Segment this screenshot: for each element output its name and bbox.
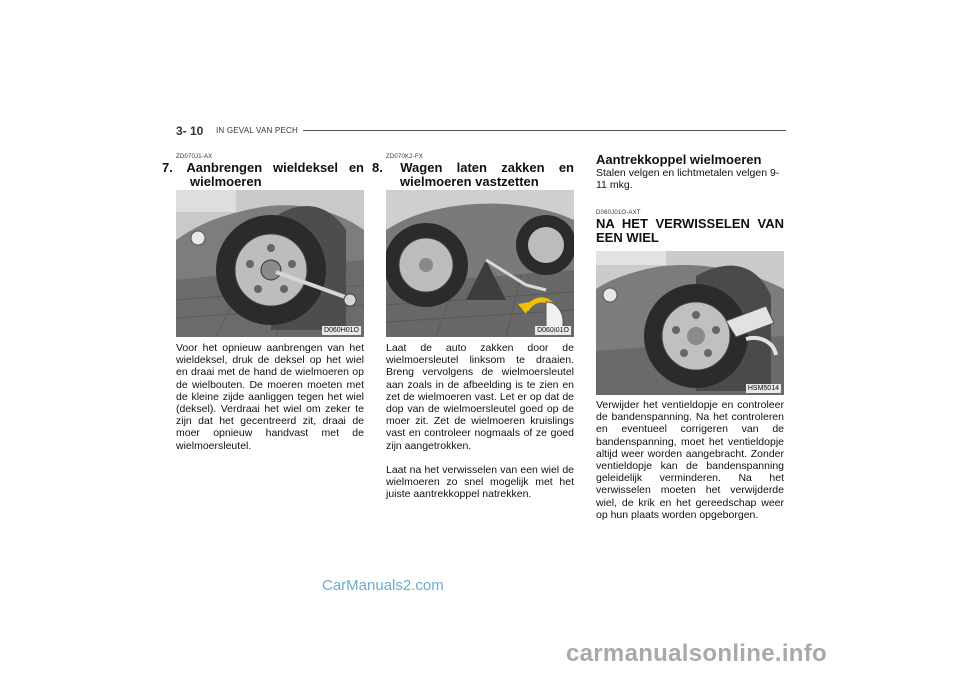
torque-title: Aantrekkoppel wielmoeren	[596, 152, 762, 167]
figure-code: HSM5014	[747, 385, 779, 392]
column-3	[596, 153, 784, 245]
section-code: D060J01O-AXT	[596, 210, 641, 217]
torque-text: Stalen velgen en lichtmetalen velgen 9-11 mkg.	[596, 167, 780, 192]
column-2-body	[386, 342, 574, 500]
page-number: 3- 10	[176, 124, 204, 138]
tire-pressure-illustration	[596, 251, 784, 395]
section-code: ZD070K2-FX	[386, 154, 424, 160]
wheel-cover-illustration	[176, 190, 364, 337]
step-title: Wagen laten zakken en wielmoeren vastzetten	[400, 160, 574, 189]
column-2	[372, 153, 574, 189]
column-1	[162, 153, 364, 189]
column-3-body	[596, 399, 784, 521]
figure-after-change	[596, 251, 784, 395]
step-heading: 7. Aanbrengen wieldeksel en wielmoeren	[162, 160, 364, 189]
figure-lower-car	[386, 190, 574, 337]
section-code: ZD070J1-AX	[176, 154, 213, 160]
figure-wheel-cover	[176, 190, 364, 337]
watermark-carmanualsonline[interactable]: carmanualsonline.info	[566, 640, 828, 667]
body-paragraph: Voor het opnieuw aanbrengen van het wieldeksel, druk de deksel op het wiel en draai met de hand de wielmoeren op de wielbouten. De moeren moeten met de kleine zijde aanliggen tegen het wiel (deksel). Verdraai het wiel om zeker te zijn dat het gecentreerd zit, draai de moer opnieuw handvast met de wielmoersleutel.	[176, 342, 364, 452]
watermark-carmanuals2[interactable]: CarManuals2.com	[322, 577, 444, 594]
body-paragraph: Laat de auto zakken door de wielmoersleutel linksom te draaien. Breng vervolgens de wielmoersleutel aan zoals in de afbeelding is te zien en zet de wielmoeren vast. Let er op dat de dop van de wielmoersleutel goed op de moer zit. Zet de wielmoeren kruislings vast en controleer nogmaals of ze goed zijn aangetrokken.	[386, 342, 574, 452]
section-heading: NA HET VERWISSELEN VAN EEN WIEL	[596, 216, 784, 246]
body-paragraph: Laat na het verwisselen van een wiel de wielmoeren zo snel mogelijk met het juiste aantrekkoppel natrekken.	[386, 463, 574, 501]
column-1-body	[176, 342, 364, 452]
step-heading: 8. Wagen laten zakken en wielmoeren vastzetten	[372, 160, 574, 189]
figure-code: D060H01O	[323, 327, 359, 334]
body-paragraph: Verwijder het ventieldopje en controleer de bandenspanning. Na het controleren en eventueel corrigeren van de bandenspanning, moet het ventieldopje altijd weer worden aangebracht. Zonder ventieldopje kan de bandenspanning geleidelijk verminderen. Na het verwisselen moeten het verwijderde wiel, de krik en het gereedschap weer op hun plaats worden opgeborgen.	[596, 399, 784, 521]
step-title: Aanbrengen wieldeksel en wielmoeren	[186, 160, 364, 189]
lowering-car-illustration	[386, 190, 574, 337]
figure-code: D060I01O	[537, 327, 569, 334]
header-rule	[303, 130, 786, 131]
section-title: IN GEVAL VAN PECH	[216, 126, 298, 135]
page-header	[176, 124, 786, 138]
